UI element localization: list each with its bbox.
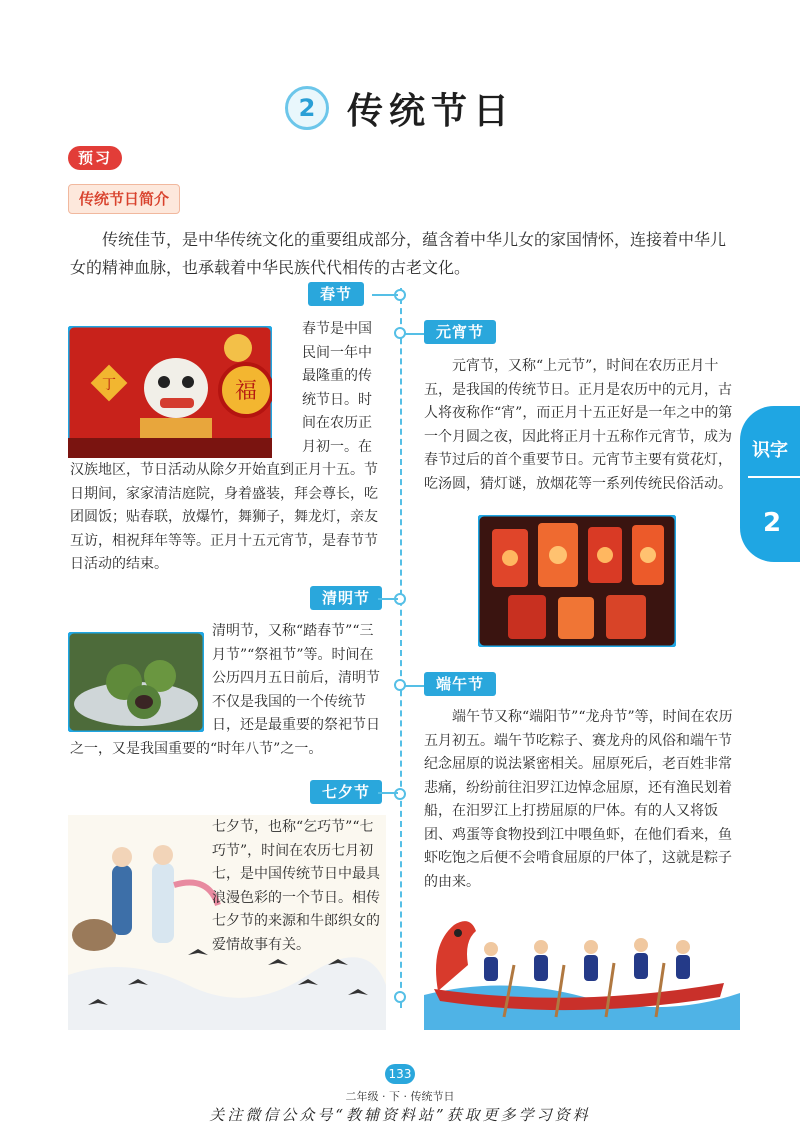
timeline-line [400, 288, 402, 1008]
svg-text:丁: 丁 [102, 377, 116, 393]
page-number: 133 [385, 1064, 415, 1084]
timeline-connector [404, 333, 426, 335]
festival-tag-spring: 春节 [308, 282, 364, 306]
dragon-boat-illustration [424, 905, 740, 1030]
intro-section-label: 传统节日简介 [68, 184, 180, 214]
qingming-paragraph: 清明节，又称“踏春节”“三月节”“祭祖节”等。时间在公历四月五日前后，清明节不仅是我国的一个传统节日，还是最重要的祭祀节日之一，又是我国重要的“时年八节”之一。 [70, 623, 380, 757]
timeline-connector [378, 792, 398, 794]
side-tab-label: 识字 [752, 440, 788, 461]
festival-tag-qixi: 七夕节 [310, 780, 382, 804]
lantern-festival-paragraph: 元宵节，又称“上元节”，时间在农历正月十五，是我国的传统节日。正月是农历中的元月，古人将夜称作“宵”，而正月十五正好是一年之中的第一个月圆之夜，因此将正月十五称作元宵节，成为春节过后的首个重要节日。元宵节主要有赏花灯，吃汤圆，猜灯谜，放烟花等一系列传统民俗活动。 [424, 358, 733, 492]
page-info: 二年级 · 下 · 传统节日 [345, 1090, 455, 1103]
spring-festival-paragraph: 春节是中国民间一年中最隆重的传统节日。时间在农历正月初一。在汉族地区，节日活动从除夕开始直到正月十五。节日期间，家家清洁庭院，身着盛装，拜会尊长，吃团圆饭；贴春联，放爆竹，舞狮子，舞龙灯，亲友互访，相祝拜年等等。正月十五元宵节，是春节节日活动的结束。 [70, 321, 378, 572]
festival-tag-qingming: 清明节 [310, 586, 382, 610]
side-tab-number: 2 [763, 508, 782, 538]
qixi-paragraph: 七夕节，也称“乞巧节”“七巧节”，时间在农历七月初七，是中国传统节日中最具浪漫色彩的一个节日。相传七夕节的来源和牛郎织女的爱情故事有关。 [212, 819, 380, 953]
dragon-boat-paragraph: 端午节又称“端阳节”“龙舟节”等，时间在农历五月初五。端午节吃粽子、赛龙舟的风俗和端午节纪念屈原的说法紧密相关。屈原死后，老百姓非常悲痛，纷纷前往汨罗江边悼念屈原，还有渔民划着船，在汨罗江上打捞屈原的尸体。有的人又将饭团、鸡蛋等食物投到江中喂鱼虾，在他们看来，鱼虾吃饱之后便不会啃食屈原的尸体了，这就是粽子的由来。 [424, 709, 733, 890]
lantern-festival-photo [478, 515, 676, 647]
intro-paragraph: 传统佳节，是中华传统文化的重要组成部分，蕴含着中华儿女的家国情怀，连接着中华儿女的精神血脉，也承载着中华民族代代相传的古老文化。 [70, 230, 727, 277]
watermark-text: 关注微信公众号“教辅资料站”获取更多学习资料 [209, 1106, 591, 1124]
timeline-connector [404, 685, 426, 687]
preview-badge: 预习 [68, 146, 122, 170]
festival-tag-dragon-boat: 端午节 [424, 672, 496, 696]
page-title [0, 80, 800, 136]
timeline-dot [394, 788, 406, 800]
timeline-connector [378, 598, 398, 600]
side-tab[interactable] [740, 406, 800, 562]
timeline-dot [394, 991, 406, 1003]
festival-tag-lantern: 元宵节 [424, 320, 496, 344]
timeline-connector [372, 294, 398, 296]
lesson-number-badge: 2 [285, 86, 329, 130]
lesson-title: 传统节日 [346, 89, 515, 132]
svg-text:福: 福 [234, 379, 258, 404]
side-tab-divider [748, 476, 800, 478]
